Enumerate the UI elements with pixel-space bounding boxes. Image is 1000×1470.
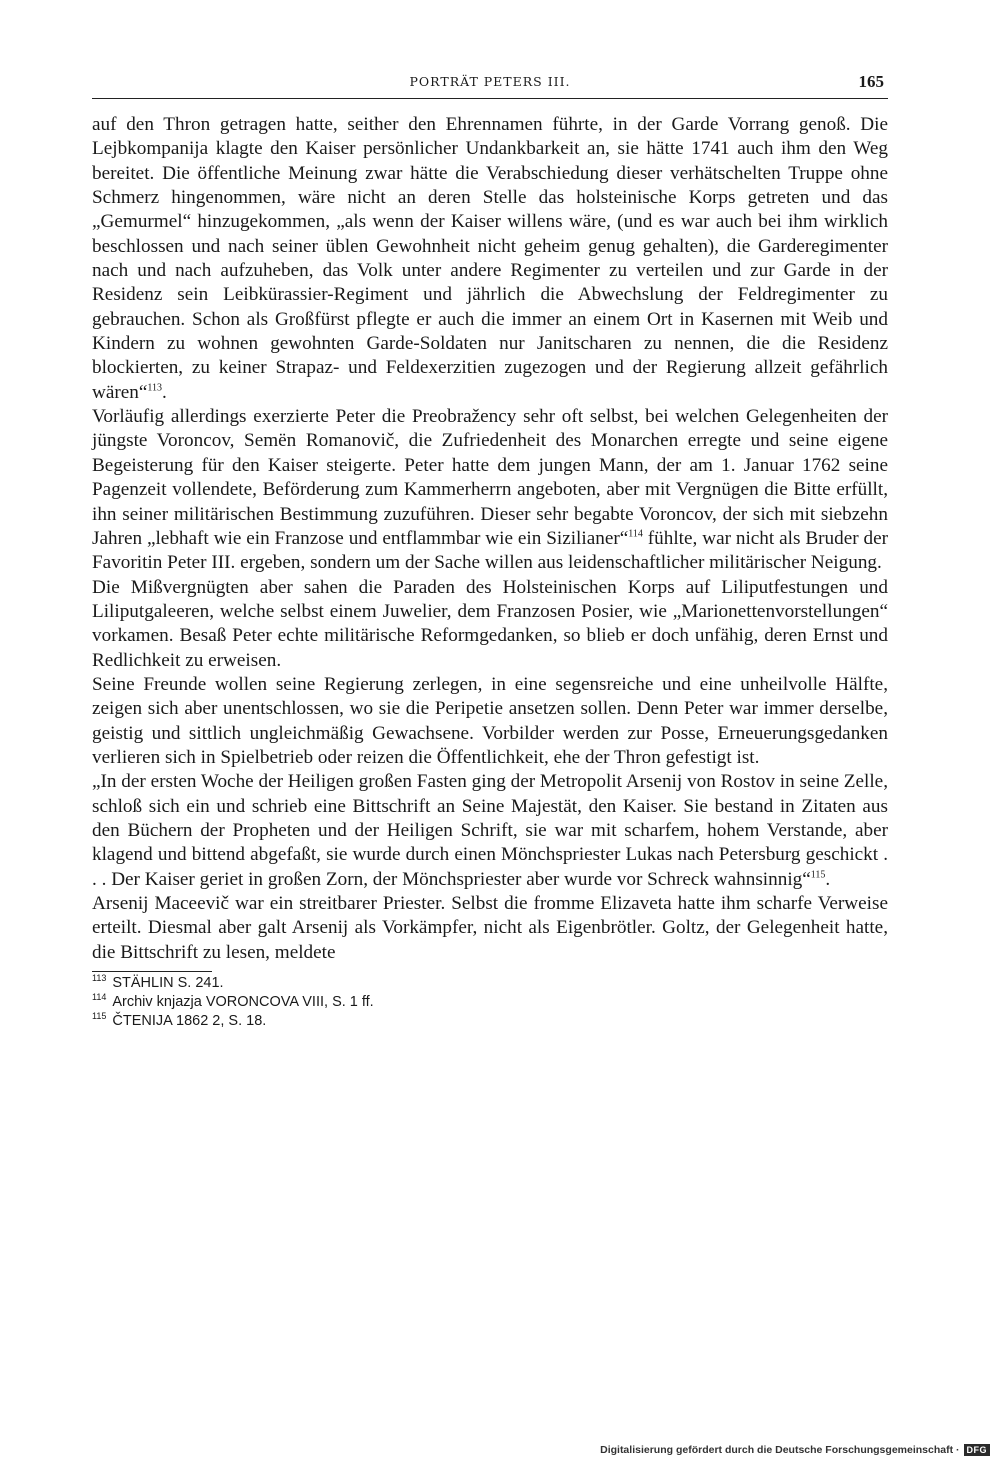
paragraph [92,892,888,965]
paragraph-text: „In der ersten Woche der Heiligen großen Fasten ging der Metropolit Arsenij von Rostov in seine Zelle, schloß sich ein und schrieb eine Bittschrift an Seine Majestät, den Kaiser. Sie bestand in Zitaten aus den Büchern der Propheten und der Heiligen Schrift, sie war mit scharfem, hohem Verstande, aber klagend und bittend abgefaßt, sie wurde durch einen Mönchspriester Lukas nach Petersburg geschickt . . . Der Kaiser geriet in großen Zorn, der Mönchspriester aber wurde vor Schreck wahnsinnig“ [92,771,888,890]
paragraph-text: auf den Thron getragen hatte, seither den Ehrennamen führte, in der Garde Vorrang genoß. Die Lejbkompanija klagte den Kaiser persönlicher Undankbarkeit an, sie hätte 1741 auch ihm den Weg bereitet. Die öffentliche Meinung zwar hätte die Verabschiedung dieser verhätschelten Truppe ohne Schmerz hingenommen, wäre nicht an deren Stelle das holsteinische Korps getreten und das „Gemurmel“ hinzugekommen, „als wenn der Kaiser willens wäre, (und es war auch bei ihm wirklich beschlossen und nach seiner üblen Gewohnheit nicht geheim genug gehalten), die Garderegimenter nach und nach aufzuheben, das Volk unter andere Regimenter zu verteilen und zur Garde in der Residenz sein Leibkürassier-Regiment und jährlich die Abwechslung der Feldregimenter zu gebrauchen. Schon als Großfürst pflegte er auch die immer an einem Ort in Kasernen mit Weib und Kindern zu wohnen gewohnten Garde-Soldaten nur Janitscharen zu nennen, die die Residenz blockierten, zu keiner Strapaz- und Feldexerzitien zugezogen und der Regierung allzeit gefährlich wären“ [92,114,888,403]
dfg-footer-text: Digitalisierung gefördert durch die Deutsche Forschungsgemeinschaft · [600,1444,960,1456]
footnote-ref: 114 [628,528,643,540]
dfg-footer [600,1444,990,1456]
paragraph [92,673,888,770]
footnote-text: ČTENIJA 1862 2, S. 18. [112,1013,267,1030]
paragraph-text: Arsenij Maceevič war ein streitbarer Priester. Selbst die fromme Elizaveta hatte ihm scharfe Verweise erteilt. Diesmal aber galt Arsenij als Vorkämpfer, nicht als Eigenbrötler. Goltz, der Gelegenheit hatte, die Bittschrift zu lesen, meldete [92,893,888,963]
footnote-ref: 115 [810,869,826,881]
paragraph-text: Vorläufig allerdings exerzierte Peter die Preobražency sehr oft selbst, bei welchen Gelegenheiten der jüngste Voroncov, Semën Romanovič, die Zufriedenheit des Monarchen erregte und seine eigene Begeisterung für den Kaiser steigerte. Peter hatte dem jungen Mann, der am 1. Januar 1762 seine Pagenzeit vollendete, Beförderung zum Kammerherrn angeboten, aber mit Vergnügen die Bitte erfüllt, ihn seiner militärischen Bestimmung zuzuführen. Dieser sehr begabte Voroncov, der sich mit siebzehn Jahren „lebhaft wie ein Franzose und entflammbar wie ein Sizilianer“ [92,406,888,549]
footnote-number: 113 [92,973,107,984]
paragraph-text: . [825,868,831,890]
paragraph [92,405,888,575]
running-title: PORTRÄT PETERS III. [409,74,571,89]
page-number: 165 [858,72,884,91]
footnote [92,993,888,1012]
paragraph-text: Seine Freunde wollen seine Regierung zerlegen, in eine segensreiche und eine unheilvolle Hälfte, zeigen sich aber unentschlossen, wo sie die Peripetie ansetzen sollen. Denn Peter war immer derselbe, geistig und sittlich ungleichmäßig Gewachsene. Vorbilder werden zur Posse, Erneuerungsgedanken verlieren sich in Spielbetrieb oder reizen die Öffentlichkeit, ehe der Thron gefestigt ist. [92,673,888,768]
footnote-ref: 113 [147,382,163,394]
paragraph-text: fühlte, war nicht als Bruder der Favoritin Peter III. ergeben, sondern um der Sache willen aus leidenschaftlicher militärischer Neigung. [92,527,888,574]
running-head [92,68,888,99]
paragraph-text: . [162,381,167,403]
paragraph-text: Die Mißvergnügten aber sahen die Paraden des Holsteinischen Korps auf Liliputfestungen und Liliputgaleeren, welche selbst einem Juwelier, dem Franzosen Posier, wie „Marionettenvorstellungen“ vorkamen. Besaß Peter echte militärische Reformgedanken, so blieb er doch unfähig, deren Ernst und Redlichkeit zu erweisen. [92,576,888,671]
paragraph [92,770,888,892]
paragraph [92,113,888,405]
document-page [92,68,888,1031]
body-text [92,113,888,965]
dfg-logo: DFG [964,1444,991,1456]
footnote-number: 114 [92,992,107,1003]
footnote-divider [92,971,212,972]
footnote-text: Archiv knjazja VORONCOVA VIII, S. 1 ff. [112,994,374,1011]
footnote-text: STÄHLIN S. 241. [112,975,224,992]
footnotes [92,974,888,1031]
paragraph [92,576,888,673]
footnote [92,1012,888,1031]
footnote-number: 115 [92,1011,107,1022]
footnote [92,974,888,993]
